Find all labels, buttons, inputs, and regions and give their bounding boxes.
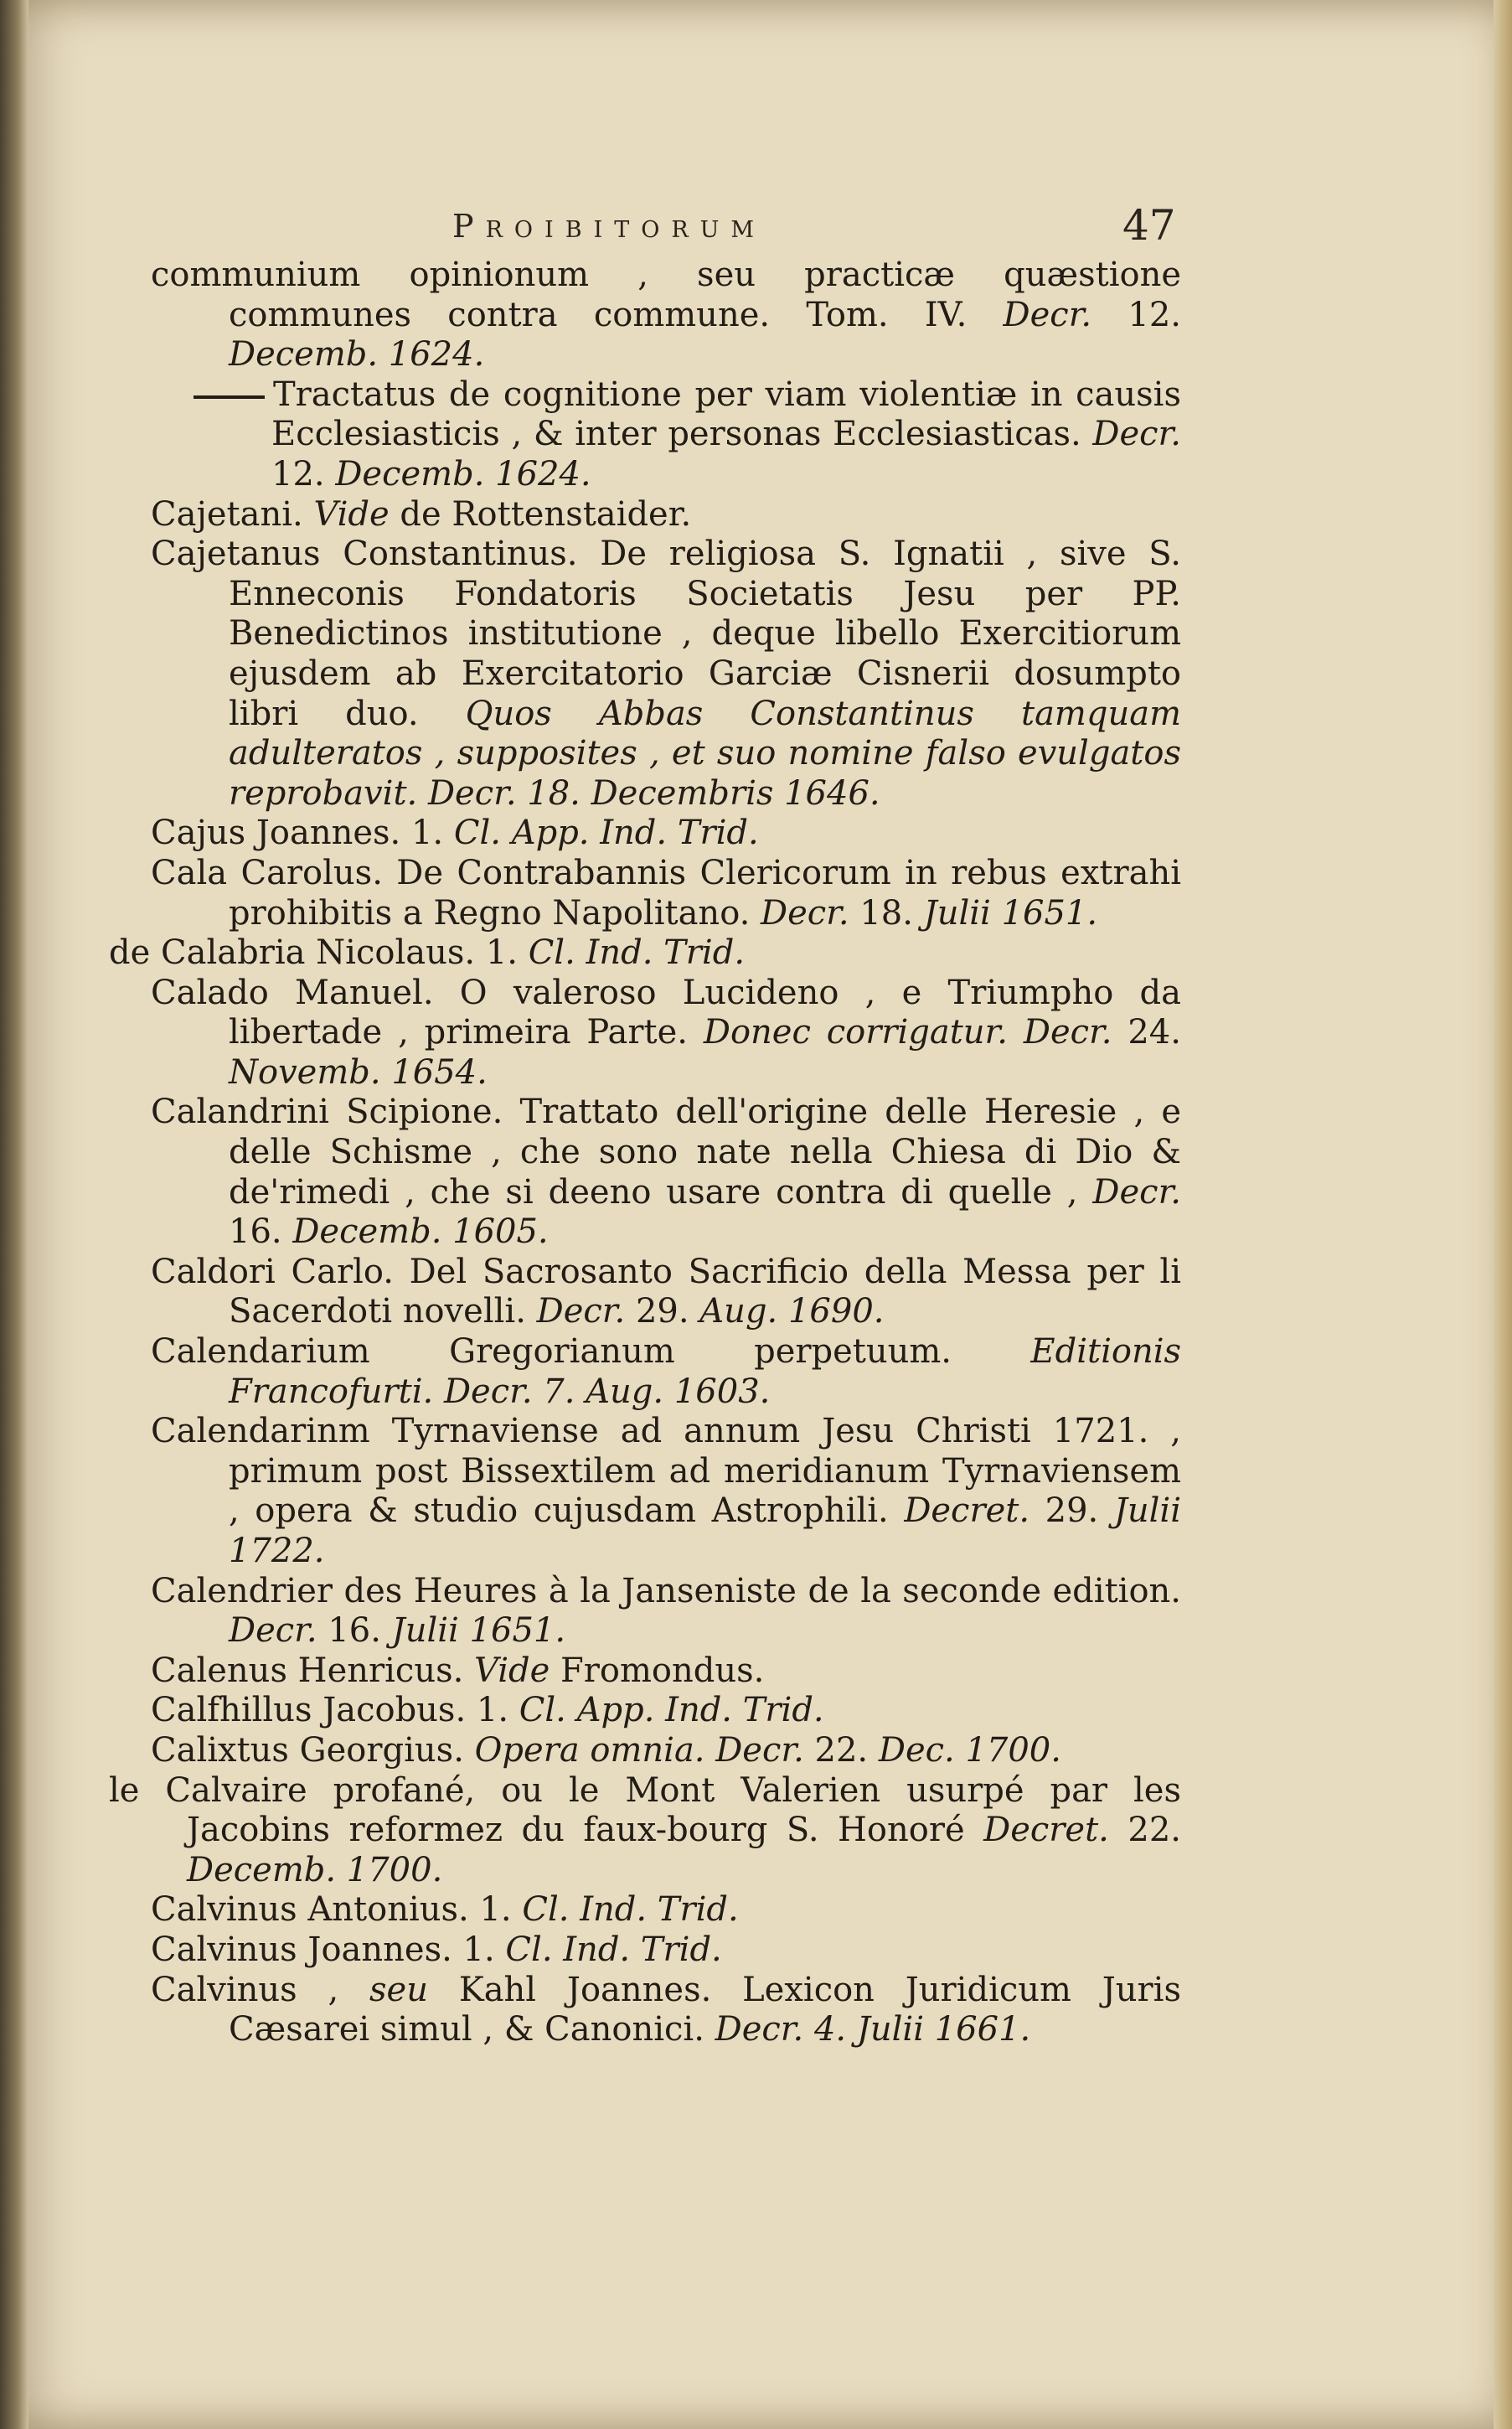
entry-note: Quos Abbas Constantinus tamquam adulteratos , supposites , et suo nomine falso evulgatos reprobavit. [229,694,1181,813]
entry-text: Trattato dell'origine delle Heresie , e delle Schisme , che sono nate nella Chiesa di Dio & de'rimedi , che si deeno usare contra di quelle , [229,1093,1181,1212]
entry-tail: 22. [1128,1811,1181,1850]
entry-date: Julii 1661. [856,2010,1031,2049]
entry-note: Cl. App. Ind. Trid. [519,1691,824,1730]
entry-text: 1. [485,933,518,973]
entry-text: communium opinionum , seu practicæ quæstione communes contra commune. Tom. IV. [151,256,1181,334]
entry-date: Decemb. 1624. [229,335,485,375]
entry-note: Opera omnia. Decr. [474,1730,804,1770]
list-item [151,1332,1181,1412]
entry-note: seu [369,1970,428,2009]
entry-text: Tyrnaviense ad annum Jesu Christi 1721. , primum post Bissextilem ad meridianum Tyrnaviensem , opera & studio cujusdam Astrophili. [229,1412,1182,1531]
entry-text: 1. [462,1930,495,1969]
entry-note: Decret. [904,1491,1030,1531]
list-item [109,933,1181,974]
entry-tail: 29. [1045,1491,1099,1531]
list-item [151,256,1181,375]
entry-head: Calandrini Scipione. [151,1093,503,1132]
entry-head: Calfhillus Jacobus. [151,1691,467,1730]
entry-note: Decr. [1092,415,1181,454]
entry-date: Julii 1651. [391,1611,566,1651]
ditto-dash [194,395,265,399]
entry-tail: 7. [543,1372,575,1411]
entry-text: profané, ou le Mont Valerien usurpé par les Jacobins reformez du faux-bourg S. Honoré [187,1770,1181,1850]
entry-note: Decr. [229,1611,317,1651]
list-item [151,1572,1181,1651]
entry-head: Cajetanus Constantinus. [151,535,578,574]
entry-note: Cl. Ind. Trid. [505,1930,722,1969]
entry-tail: 12. [1128,295,1182,334]
entry-head: de Calabria Nicolaus. [109,933,476,973]
running-title: Proibitorum [452,208,766,245]
entry-note: Decr. [1003,295,1092,334]
entry-head: Calvinus Joannes. [151,1930,452,1969]
entry-tail: 22. [814,1730,869,1770]
entry-head: Calado Manuel. [151,973,434,1012]
list-item [151,1691,1181,1731]
entry-tail: 16. [229,1212,282,1252]
entry-note: Decr. [761,893,849,933]
entry-date: Novemb. 1654. [229,1052,488,1092]
entry-date: Julii 1651. [923,893,1098,933]
entry-tail: Decr. 4. [715,2010,847,2049]
entry-date: Dec. 1700. [878,1730,1061,1770]
entry-text: de Rottenstaider. [400,494,692,534]
entry-head: Calvinus , [151,1970,339,2009]
list-item [151,495,1181,535]
entry-note: Decr. [536,1292,626,1331]
entry-head: Cala Carolus. [151,853,383,892]
entry-head: Calendrier [151,1571,333,1610]
list-item [151,1890,1181,1930]
entry-tail: 29. [635,1292,689,1331]
list-item [151,1930,1181,1971]
entry-head: Calvinus Antonius. [151,1890,469,1930]
list-item [109,1771,1181,1891]
entry-tail: 12. [271,454,325,494]
entry-text: Kahl Joannes. Lexicon Juridicum Juris Cæsarei simul , & Canonici. [229,1970,1181,2049]
entry-text: 1. [479,1890,512,1930]
entry-tail: 18. [859,893,913,933]
entry-date: Aug. 1603. [586,1372,771,1411]
entry-text: 1. [476,1691,509,1730]
entry-note: Decr. [1092,1172,1182,1212]
entry-text: O valeroso Lucideno , e Triumpho da libertade , primeira Parte. [229,973,1181,1052]
list-item [151,1651,1181,1692]
entry-note: Cl. Ind. Trid. [528,933,746,973]
list-item [151,1731,1181,1771]
entry-date: Decemb. 1605. [292,1212,549,1252]
list-item [151,1253,1181,1332]
entry-text: Del Sacrosanto Sacrificio della Messa per li Sacerdoti novelli. [229,1252,1181,1331]
page-number: 47 [1122,201,1176,250]
entry-tail: Decr. 18. [427,773,581,813]
list-item [151,854,1181,933]
entry-date: Decemb. 1624. [335,454,591,494]
entry-head: Calenus Henricus. [151,1651,464,1690]
entry-text: De Contrabannis Clericorum in rebus extrahi prohibitis a Regno Napolitano. [229,853,1182,933]
entry-text: Fromondus. [560,1651,765,1690]
entry-head: Calixtus Georgius. [151,1730,464,1770]
entry-head: Cajus Joannes. [151,814,401,853]
entry-text: 1. [410,814,444,853]
entry-note: Decret. [983,1811,1109,1850]
entry-note: Editionis Francofurti. Decr. [229,1332,1182,1411]
list-item [151,1093,1181,1252]
entry-text: des Heures à la Janseniste de la seconde edition. [343,1571,1181,1610]
entry-note: Vide [474,1651,550,1690]
index-entries [109,256,1182,2050]
entry-date: Decembris 1646. [591,773,880,813]
list-item [151,375,1181,495]
entry-note: Cl. Ind. Trid. [522,1890,739,1930]
entry-head: Calendarium [151,1332,370,1372]
book-spine [0,0,28,2429]
entry-head: Caldori Carlo. [151,1252,394,1291]
entry-text: De religiosa S. Ignatii , sive S. Enneconis Fondatoris Societatis Jesu per PP. Benedictinos institutione , deque libello Exercitiorum ejusdem ab Exercitatorio Garciæ Cisnerii dosumpto libri duo. [229,535,1181,733]
page-edge [1494,0,1512,2429]
entry-date: Julii 1722. [229,1491,1182,1570]
entry-note: Vide [313,494,390,534]
entry-date: Aug. 1690. [699,1292,885,1331]
page-header [436,201,1189,260]
list-item [151,814,1181,854]
list-item [151,535,1181,814]
list-item [151,974,1181,1093]
list-item [151,1971,1181,2050]
entry-tail: 24. [1128,1013,1181,1052]
entry-note: Cl. App. Ind. Trid. [453,814,759,853]
entry-head: Cajetani. [151,494,303,534]
entry-text: Gregorianum perpetuum. [449,1332,952,1372]
entry-date: Decemb. 1700. [187,1850,443,1889]
entry-head: le Calvaire [109,1770,307,1810]
entry-note: Donec corrigatur. Decr. [703,1013,1112,1052]
entry-tail: 16. [328,1611,381,1651]
list-item [151,1412,1181,1571]
entry-text: Tractatus de cognitione per viam violentiæ in causis Ecclesiasticis , & inter personas Ecclesiasticas. [271,375,1181,454]
entry-head: Calendarinm [151,1412,370,1451]
